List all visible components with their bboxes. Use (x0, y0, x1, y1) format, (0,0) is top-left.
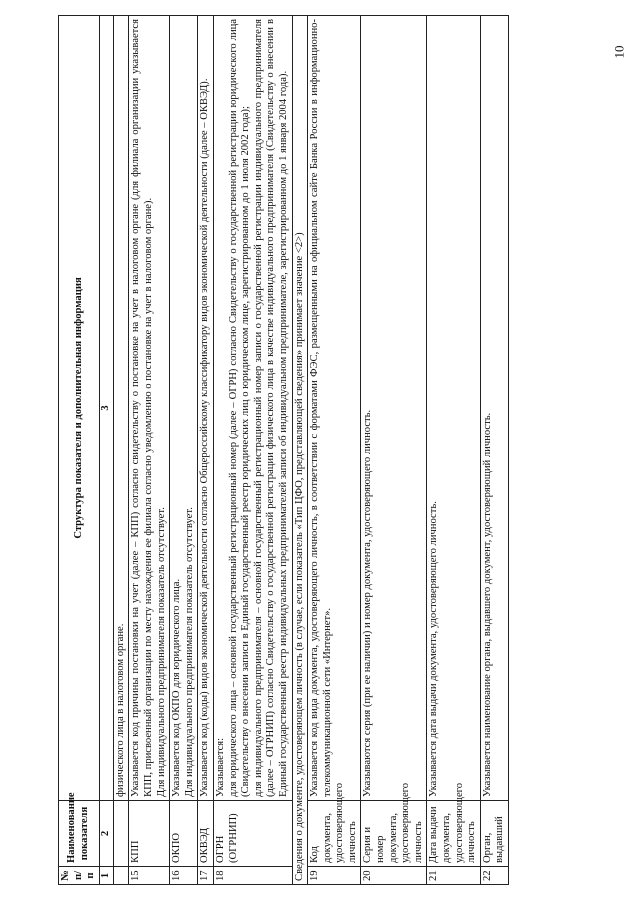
section-title: Сведения о документе, удостоверяющем личность (в случае, если показатель «Тип ЦФО, представляющей сведения» принимает значение <2>) (292, 16, 308, 885)
indicator-structure (427, 16, 480, 801)
indicator-table (58, 15, 509, 885)
row-number: 16 (170, 867, 198, 885)
indicator-structure (170, 16, 198, 801)
continuation-row (113, 16, 129, 885)
structure-line: Указывается наименование органа, выдавшего документ, удостоверяющий личность. (481, 412, 493, 797)
indicator-name: Код документа, удостоверяющего личность (308, 801, 361, 867)
index-cell: 1 (99, 867, 113, 885)
table-row (480, 16, 508, 885)
header-num: № п/п (59, 867, 100, 885)
structure-line: Для индивидуального предпринимателя показатель отсутствует. (183, 507, 195, 797)
section-row (292, 16, 308, 885)
structure-line: для индивидуального предпринимателя – основной государственный регистрационный номер записи о государственной регистрации индивидуального предпринимателя (далее – ОГРНИП) согласно Свидетельству о государственной регистрации физического лица в качестве индивидуального предпринимателя (Свидетельству о внесении в Единый государственный реестр индивидуальных предпринимателей записи об индивидуальном предпринимателе, зарегистрированном до 1 января 2004 года). (252, 19, 289, 797)
index-row (99, 16, 113, 885)
row-number: 17 (198, 867, 214, 885)
continuation-text: физического лица в налоговом органе. (113, 16, 129, 801)
structure-line: Для индивидуального предпринимателя показатель отсутствует. (155, 507, 167, 797)
index-cell: 2 (99, 801, 113, 867)
table-row (308, 16, 361, 885)
indicator-name: ОКПО (170, 801, 198, 867)
indicator-structure (198, 16, 214, 801)
indicator-name: Дата выдачи документа, удостоверяющего личность (427, 801, 480, 867)
table-row (427, 16, 480, 885)
structure-line: Указывается код (коды) видов экономической деятельности согласно Общероссийскому классификатору видов экономической деятельности (далее – ОКВЭД). (199, 78, 211, 797)
row-number: 15 (129, 867, 170, 885)
table-row (129, 16, 170, 885)
table-row (361, 16, 427, 885)
row-number: 20 (361, 867, 427, 885)
row-number: 22 (480, 867, 508, 885)
structure-line: Указывается: (214, 737, 226, 797)
indicator-name: ОГРН (ОГРНИП) (213, 801, 292, 867)
header-structure: Структура показателя и дополнительная информация (59, 16, 100, 801)
table-row (170, 16, 198, 885)
structure-line: Указывается код причины постановки на учет (далее – КПП) согласно свидетельству о постановке на учет в налоговом органе (для филиала организации указывается КПП, присвоенный организации по месту нахождения ее филиала согласно уведомлению о постановке на учет в налоговом органе). (130, 19, 154, 797)
indicator-structure (308, 16, 361, 801)
indicator-name: Серия и номер документа, удостоверяющего личность (361, 801, 427, 867)
row-number: 19 (308, 867, 361, 885)
structure-line: Указываются серия (при ее наличии) и номер документа, удостоверяющего личность. (362, 409, 374, 797)
indicator-name: Орган, выдавший (480, 801, 508, 867)
indicator-structure (129, 16, 170, 801)
table-row (213, 16, 292, 885)
indicator-name: КПП (129, 801, 170, 867)
structure-line: Указывается дата выдачи документа, удостоверяющего личность. (428, 501, 440, 797)
structure-line: Указывается код ОКПО для юридического лица. (171, 578, 183, 797)
structure-line: для юридического лица – основной государственный регистрационный номер (далее – ОГРН) согласно Свидетельству о государственной регистрации юридического лица (Свидетельству о внесении записи в Единый государственный реестр юридических лиц о юридическом лице, зарегистрированном до 1 июля 2002 года); (227, 19, 252, 797)
indicator-name: ОКВЭД (198, 801, 214, 867)
indicator-structure (361, 16, 427, 801)
header-row (59, 16, 100, 885)
row-number: 18 (213, 867, 292, 885)
row-number: 21 (427, 867, 480, 885)
structure-line: Указывается код вида документа, удостоверяющего личность, в соответствии с форматами ФЭС, размещенными на официальном сайте Банка России в информационно-телекоммуникационной сети «Интернет». (309, 19, 333, 797)
header-name: Наименование показателя (59, 801, 100, 867)
page-number: 10 (611, 45, 627, 59)
index-cell: 3 (99, 16, 113, 801)
indicator-structure (213, 16, 292, 801)
table-row (198, 16, 214, 885)
indicator-structure (480, 16, 508, 801)
